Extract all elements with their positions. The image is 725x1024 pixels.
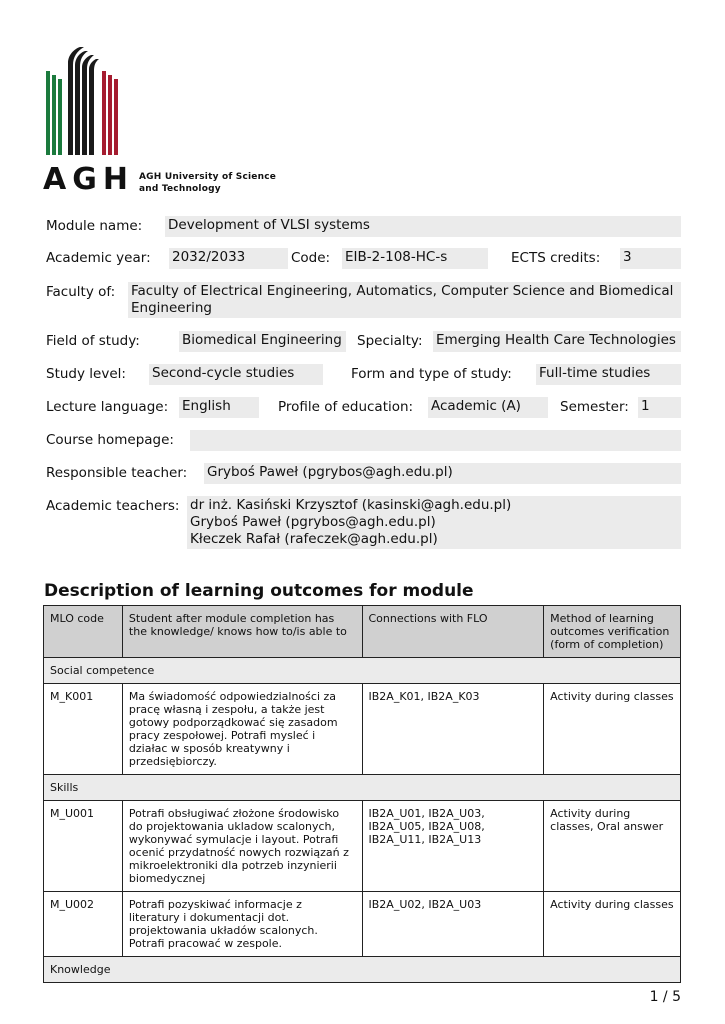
profile-label: Profile of education: bbox=[278, 399, 414, 415]
profile-value: Academic (A) bbox=[428, 397, 548, 418]
agh-logo-mark bbox=[44, 45, 124, 157]
table-row bbox=[44, 801, 681, 892]
academic-teacher-item: dr inż. Kasiński Krzysztof (kasinski@agh.edu.pl) bbox=[190, 497, 512, 513]
academic-year-value: 2032/2033 bbox=[169, 248, 288, 269]
university-name-line2: and Technology bbox=[139, 184, 221, 194]
section-label: Knowledge bbox=[44, 957, 681, 983]
faculty-value: Faculty of Electrical Engineering, Automatics, Computer Science and Biomedical Engineering bbox=[128, 282, 681, 318]
academic-teacher-item: Kłeczek Rafał (rafeczek@agh.edu.pl) bbox=[190, 531, 438, 547]
ects-label: ECTS credits: bbox=[511, 250, 601, 266]
header-flo-connections: Connections with FLO bbox=[362, 606, 544, 658]
specialty-value: Emerging Health Care Technologies bbox=[433, 331, 681, 352]
cell-flo: IB2A_U01, IB2A_U03, IB2A_U05, IB2A_U08, IB2A_U11, IB2A_U13 bbox=[362, 801, 544, 892]
specialty-label: Specialty: bbox=[357, 333, 423, 349]
study-form-value: Full-time studies bbox=[536, 364, 681, 385]
course-homepage-label: Course homepage: bbox=[46, 432, 174, 448]
cell-code: M_K001 bbox=[44, 684, 123, 775]
cell-method: Activity during classes bbox=[544, 892, 681, 957]
section-row-knowledge bbox=[44, 957, 681, 983]
header-verification-method: Method of learning outcomes verification (form of completion) bbox=[544, 606, 681, 658]
cell-description: Potrafi pozyskiwać informacje z literatury i dokumentacji dot. projektowania układów scalonych. Potrafi pracować w zespole. bbox=[122, 892, 362, 957]
field-of-study-label: Field of study: bbox=[46, 333, 140, 349]
responsible-teacher-label: Responsible teacher: bbox=[46, 465, 188, 481]
section-label: Skills bbox=[44, 775, 681, 801]
university-name-line1: AGH University of Science bbox=[139, 172, 277, 182]
agh-logo-letters: AGH bbox=[43, 162, 134, 197]
study-form-label: Form and type of study: bbox=[351, 366, 512, 382]
cell-description: Potrafi obsługiwać złożone środowisko do projektowania ukladow scalonych, wykonywać symulacje i layout. Potrafi ocenić przydatność nowych rozwiązań z mikroelektroniki dla potrzeb inzynierii biomedycznej bbox=[122, 801, 362, 892]
academic-teachers-value bbox=[187, 496, 681, 549]
header-mlo-code: MLO code bbox=[44, 606, 123, 658]
learning-outcomes-table bbox=[43, 605, 681, 983]
table-row bbox=[44, 684, 681, 775]
course-homepage-value[interactable] bbox=[190, 430, 681, 451]
semester-value: 1 bbox=[638, 397, 681, 418]
code-value: EIB-2-108-HC-s bbox=[342, 248, 488, 269]
table-header-row bbox=[44, 606, 681, 658]
header-student-outcome: Student after module completion has the knowledge/ knows how to/is able to bbox=[122, 606, 362, 658]
academic-year-label: Academic year: bbox=[46, 250, 151, 266]
cell-flo: IB2A_U02, IB2A_U03 bbox=[362, 892, 544, 957]
academic-teacher-item: Gryboś Paweł (pgrybos@agh.edu.pl) bbox=[190, 514, 436, 530]
cell-flo: IB2A_K01, IB2A_K03 bbox=[362, 684, 544, 775]
module-name-label: Module name: bbox=[46, 218, 143, 234]
section-label: Social competence bbox=[44, 658, 681, 684]
cell-method: Activity during classes bbox=[544, 684, 681, 775]
study-level-value: Second-cycle studies bbox=[149, 364, 323, 385]
cell-description: Ma świadomość odpowiedzialności za pracę własną i zespołu, a także jest gotowy podporządkować się zasadom pracy zespołowej. Potrafi mysleć i działac w sposób kreatywny i przedsiębiorczy. bbox=[122, 684, 362, 775]
section-row-skills bbox=[44, 775, 681, 801]
academic-teachers-label: Academic teachers: bbox=[46, 498, 180, 514]
module-name-value: Development of VLSI systems bbox=[165, 216, 681, 237]
page-number: 1 / 5 bbox=[649, 989, 681, 1005]
section-row-social bbox=[44, 658, 681, 684]
faculty-label: Faculty of: bbox=[46, 284, 116, 300]
cell-code: M_U001 bbox=[44, 801, 123, 892]
cell-code: M_U002 bbox=[44, 892, 123, 957]
code-label: Code: bbox=[291, 250, 331, 266]
study-level-label: Study level: bbox=[46, 366, 126, 382]
field-of-study-value: Biomedical Engineering bbox=[179, 331, 346, 352]
learning-outcomes-heading: Description of learning outcomes for module bbox=[44, 581, 474, 601]
responsible-teacher-value: Gryboś Paweł (pgrybos@agh.edu.pl) bbox=[204, 463, 681, 484]
cell-method: Activity during classes, Oral answer bbox=[544, 801, 681, 892]
table-row bbox=[44, 892, 681, 957]
lecture-language-label: Lecture language: bbox=[46, 399, 169, 415]
semester-label: Semester: bbox=[560, 399, 629, 415]
lecture-language-value: English bbox=[179, 397, 259, 418]
ects-value: 3 bbox=[620, 248, 681, 269]
